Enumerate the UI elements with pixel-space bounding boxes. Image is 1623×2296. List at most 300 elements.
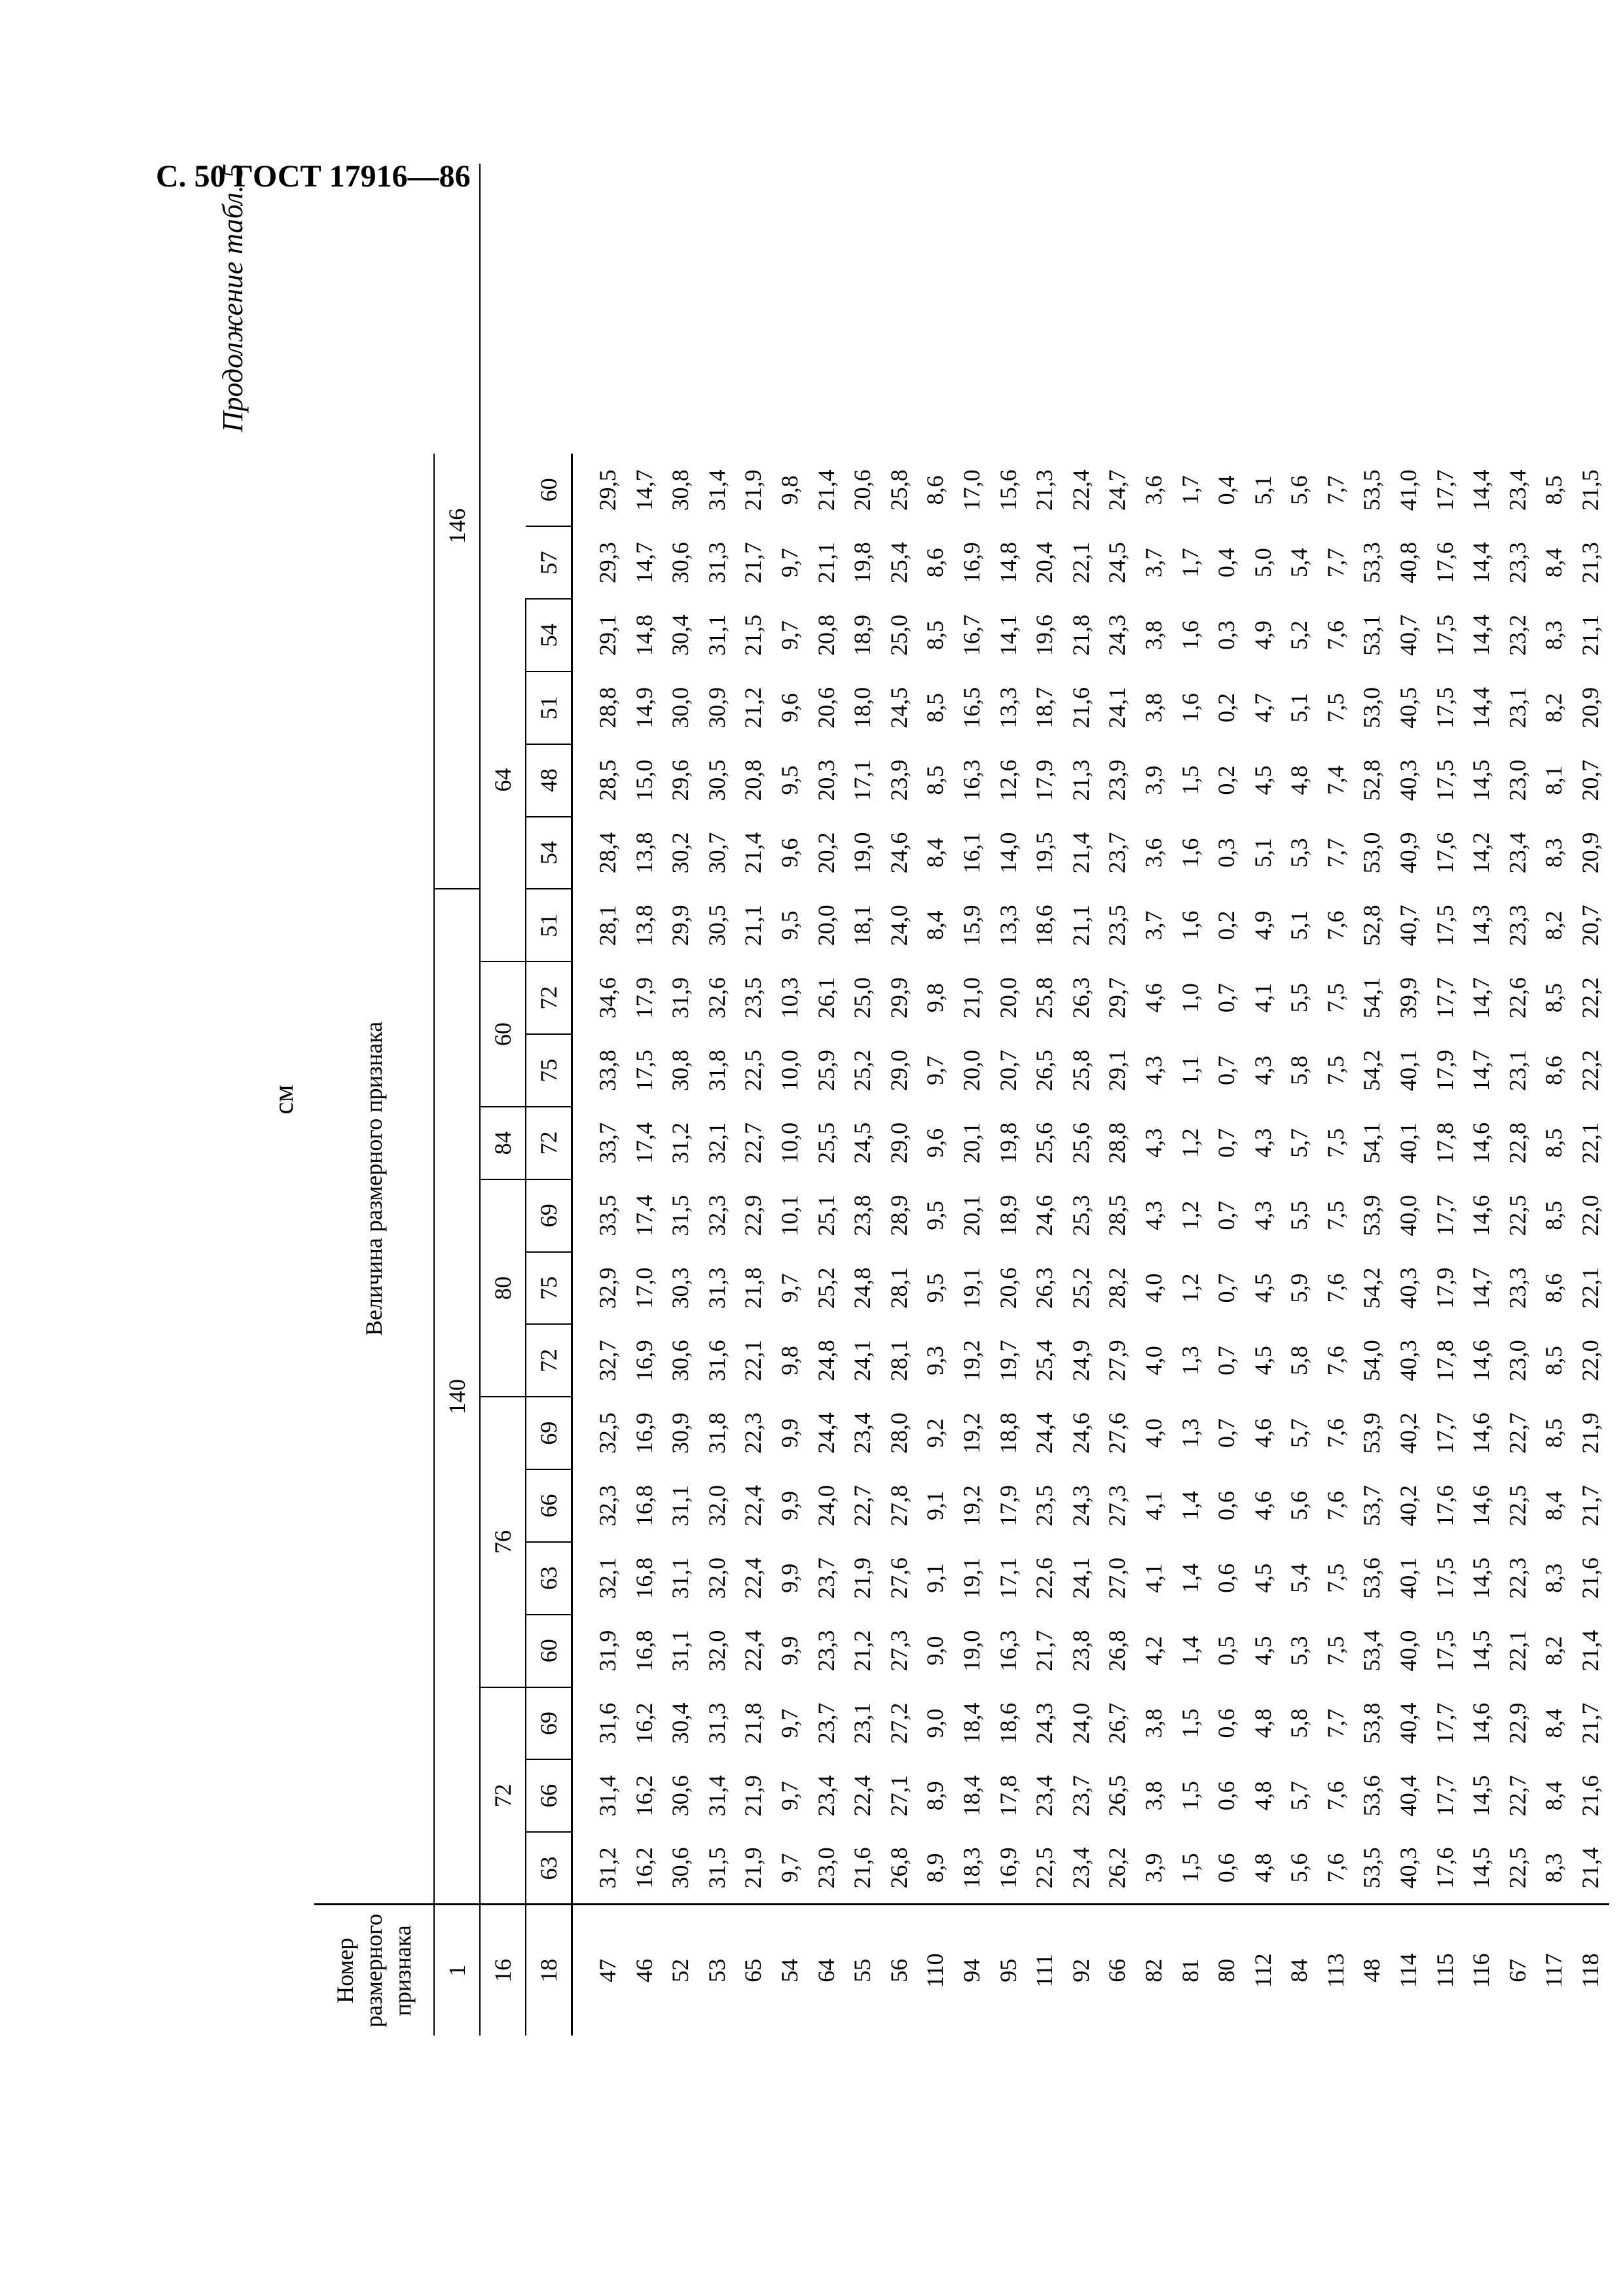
table-cell: 29,0: [885, 1122, 912, 1164]
table-cell: 22,6: [1031, 1557, 1058, 1599]
table-cell: 5,6: [1286, 1490, 1313, 1520]
table-cell: 4,3: [1140, 1055, 1167, 1085]
table-cell: 21,2: [740, 687, 767, 728]
table-row: [1318, 164, 1355, 2036]
table-cell: 5,8: [1286, 1708, 1313, 1738]
table-cell: 24,5: [885, 687, 912, 728]
table-cell: 16,7: [958, 615, 985, 656]
table-row: [1354, 164, 1391, 2036]
table-cell: 3,8: [1140, 620, 1167, 651]
table-cell: 22,5: [1504, 1484, 1531, 1526]
table-cell: 1,5: [1176, 1853, 1203, 1883]
table-cell: 52,8: [1359, 759, 1385, 801]
table-cell: 7,7: [1322, 475, 1349, 505]
table-cell: 40,3: [1395, 1847, 1422, 1889]
table-cell: 21,4: [740, 832, 767, 874]
row-feature-number: 112: [1245, 1905, 1282, 2036]
table-cell: 27,9: [1104, 1340, 1131, 1382]
table-cell: 18,6: [1031, 905, 1058, 946]
table-cell: 32,0: [703, 1484, 730, 1526]
table-cell: 24,1: [849, 1340, 876, 1382]
table-cell: 9,9: [776, 1563, 803, 1593]
table-cell: 16,9: [958, 542, 985, 584]
table-cell: 15,9: [958, 905, 985, 946]
table-cell: 24,5: [849, 1122, 876, 1164]
table-cell: 29,9: [667, 905, 694, 946]
table-cell: 14,8: [630, 615, 657, 656]
table-cell: 17,7: [1431, 1702, 1458, 1744]
table-cell: 21,6: [1577, 1775, 1604, 1817]
table-cell: 8,5: [922, 620, 949, 651]
table-cell: 21,4: [1067, 832, 1094, 874]
table-cell: 17,1: [994, 1557, 1021, 1599]
table-cell: 32,6: [703, 977, 730, 1019]
table-cell: 17,7: [1431, 469, 1458, 511]
table-cell: 16,2: [630, 1775, 657, 1817]
table-cell: 7,6: [1322, 1781, 1349, 1811]
table-cell: 29,7: [1104, 977, 1131, 1019]
table-cell: 29,9: [885, 977, 912, 1019]
stub-code-16: 16: [480, 1905, 526, 2036]
table-cell: 31,3: [703, 542, 730, 584]
table-cell: 31,3: [703, 1702, 730, 1744]
column-header: 69: [526, 1687, 572, 1760]
table-cell: 1,4: [1176, 1636, 1203, 1666]
column-header: 63: [526, 1542, 572, 1615]
table-cell: 28,5: [1104, 1194, 1131, 1236]
table-cell: 3,9: [1140, 765, 1167, 795]
table-cell: 9,8: [776, 1346, 803, 1376]
table-cell: 4,7: [1249, 692, 1276, 723]
table-cell: 21,9: [849, 1557, 876, 1599]
table-cell: 24,0: [812, 1484, 839, 1526]
table-cell: 28,1: [885, 1267, 912, 1309]
table-cell: 9,5: [922, 1273, 949, 1303]
table-cell: 8,9: [922, 1853, 949, 1883]
table-cell: 7,6: [1322, 1273, 1349, 1303]
table-cell: 4,9: [1249, 620, 1276, 651]
table-cell: 8,6: [1541, 1273, 1567, 1303]
table-cell: 8,4: [922, 910, 949, 941]
table-cell: 16,3: [958, 759, 985, 801]
table-cell: 23,1: [1504, 687, 1531, 728]
table-cell: 54,1: [1359, 977, 1385, 1019]
table-cell: 23,4: [1504, 832, 1531, 874]
table-cell: 7,6: [1322, 620, 1349, 651]
table-cell: 21,7: [1577, 1484, 1604, 1526]
table-cell: 28,0: [885, 1412, 912, 1454]
table-cell: 0,3: [1213, 620, 1240, 651]
table-cell: 4,3: [1249, 1128, 1276, 1158]
table-cell: 14,7: [1468, 1049, 1495, 1091]
table-cell: 24,3: [1031, 1702, 1058, 1744]
table-cell: 1,1: [1176, 1055, 1203, 1085]
table-cell: 30,4: [667, 615, 694, 656]
table-cell: 14,3: [1468, 905, 1495, 946]
table-cell: 30,8: [667, 469, 694, 511]
table-cell: 19,8: [994, 1122, 1021, 1164]
table-cell: 22,5: [1031, 1847, 1058, 1889]
table-cell: 23,9: [885, 759, 912, 801]
table-cell: 18,9: [849, 615, 876, 656]
table-cell: 17,1: [849, 759, 876, 801]
table-cell: 20,9: [1577, 832, 1604, 874]
table-cell: 7,5: [1322, 1055, 1349, 1085]
table-cell: 26,5: [1031, 1049, 1058, 1091]
table-cell: 5,1: [1249, 475, 1276, 505]
table-cell: 20,3: [812, 759, 839, 801]
table-cell: 17,9: [630, 977, 657, 1019]
row-feature-number: 46: [627, 1905, 663, 2036]
row-feature-number: 81: [1173, 1905, 1209, 2036]
table-cell: 40,1: [1395, 1122, 1422, 1164]
table-cell: 1,5: [1176, 1781, 1203, 1811]
table-cell: 14,7: [630, 542, 657, 584]
table-cell: 22,9: [740, 1194, 767, 1236]
table-cell: 26,5: [1104, 1775, 1131, 1817]
table-cell: 5,6: [1286, 475, 1313, 505]
table-cell: 9,5: [922, 1200, 949, 1230]
table-cell: 18,8: [994, 1412, 1021, 1454]
header-level1-1: 146: [434, 164, 480, 889]
row-feature-number: 118: [1573, 1905, 1609, 2036]
table-cell: 4,0: [1140, 1346, 1167, 1376]
table-cell: 31,2: [667, 1122, 694, 1164]
table-cell: 0,5: [1213, 1636, 1240, 1666]
row-feature-number: 56: [881, 1905, 918, 2036]
row-feature-number: 65: [735, 1905, 772, 2036]
table-cell: 22,1: [740, 1340, 767, 1382]
table-row: [1573, 164, 1609, 2036]
table-cell: 1,3: [1176, 1418, 1203, 1448]
table-cell: 30,9: [703, 687, 730, 728]
table-cell: 3,8: [1140, 1781, 1167, 1811]
table-cell: 19,2: [958, 1412, 985, 1454]
table-cell: 23,7: [812, 1557, 839, 1599]
table-cell: 24,0: [1067, 1702, 1094, 1744]
table-cell: 8,4: [922, 838, 949, 868]
table-cell: 10,0: [776, 1049, 803, 1091]
table-cell: 21,4: [812, 469, 839, 511]
row-feature-number: 55: [845, 1905, 881, 2036]
table-cell: 24,1: [1067, 1557, 1094, 1599]
table-cell: 24,9: [1067, 1340, 1094, 1382]
table-cell: 0,6: [1213, 1781, 1240, 1811]
table-cell: 25,8: [1031, 977, 1058, 1019]
table-cell: 28,2: [1104, 1267, 1131, 1309]
table-cell: 10,3: [776, 977, 803, 1019]
table-row: [572, 164, 627, 2036]
table-cell: 29,1: [1104, 1049, 1131, 1091]
table-cell: 8,4: [1541, 1708, 1567, 1738]
table-cell: 17,0: [958, 469, 985, 511]
table-cell: 19,7: [994, 1340, 1021, 1382]
table-cell: 23,3: [1504, 905, 1531, 946]
table-cell: 31,2: [594, 1847, 621, 1889]
table-cell: 17,0: [630, 1267, 657, 1309]
table-row: [1391, 164, 1427, 2036]
rotated-table-block: [216, 164, 1604, 2036]
column-header: 54: [526, 599, 572, 672]
table-cell: 21,4: [1577, 1847, 1604, 1889]
table-cell: 1,2: [1176, 1128, 1203, 1158]
table-cell: 53,5: [1359, 469, 1385, 511]
table-cell: 26,3: [1031, 1267, 1058, 1309]
table-cell: 28,8: [594, 687, 621, 728]
table-cell: 5,2: [1286, 620, 1313, 651]
table-cell: 40,3: [1395, 759, 1422, 801]
table-cell: 31,8: [703, 1412, 730, 1454]
table-cell: 9,0: [922, 1636, 949, 1666]
table-cell: 13,3: [994, 905, 1021, 946]
table-cell: 53,9: [1359, 1412, 1385, 1454]
table-cell: 17,5: [630, 1049, 657, 1091]
table-row: [663, 164, 699, 2036]
table-cell: 8,3: [1541, 1563, 1567, 1593]
table-cell: 4,5: [1249, 1636, 1276, 1666]
row-feature-number: 66: [1099, 1905, 1136, 2036]
table-cell: 40,0: [1395, 1194, 1422, 1236]
table-cell: 17,5: [1431, 1557, 1458, 1599]
table-cell: 20,0: [812, 905, 839, 946]
table-cell: 17,7: [1431, 1412, 1458, 1454]
table-cell: 4,6: [1140, 983, 1167, 1013]
table-cell: 8,5: [922, 765, 949, 795]
table-cell: 53,0: [1359, 687, 1385, 728]
table-cell: 23,9: [1104, 759, 1131, 801]
table-cell: 7,5: [1322, 1636, 1349, 1666]
table-cell: 18,4: [958, 1702, 985, 1744]
table-cell: 23,0: [812, 1847, 839, 1889]
page-header: С. 50 ГОСТ 17916—86: [156, 159, 471, 194]
table-cell: 40,2: [1395, 1484, 1422, 1526]
table-cell: 1,5: [1176, 1708, 1203, 1738]
table-cell: 32,3: [594, 1484, 621, 1526]
table-cell: 22,2: [1577, 977, 1604, 1019]
table-cell: 31,9: [667, 977, 694, 1019]
table-cell: 1,2: [1176, 1200, 1203, 1230]
stub-code-1: 1: [434, 1905, 480, 2036]
table-cell: 14,4: [1468, 687, 1495, 728]
table-cell: 53,6: [1359, 1775, 1385, 1817]
stub-code-18: 18: [526, 1905, 572, 2036]
table-cell: 22,3: [740, 1412, 767, 1454]
table-cell: 14,6: [1468, 1412, 1495, 1454]
row-feature-number: 53: [699, 1905, 736, 2036]
table-cell: 27,6: [885, 1557, 912, 1599]
measurement-table: [314, 164, 1609, 2036]
table-cell: 9,2: [922, 1418, 949, 1448]
table-cell: 4,1: [1249, 983, 1276, 1013]
table-cell: 9,0: [922, 1708, 949, 1738]
table-cell: 53,8: [1359, 1702, 1385, 1744]
table-cell: 7,5: [1322, 983, 1349, 1013]
table-cell: 24,8: [812, 1340, 839, 1382]
table-cell: 0,6: [1213, 1853, 1240, 1883]
table-cell: 21,3: [1067, 759, 1094, 801]
table-cell: 8,5: [1541, 1200, 1567, 1230]
table-cell: 33,8: [594, 1049, 621, 1091]
table-cell: 17,4: [630, 1194, 657, 1236]
table-cell: 22,1: [1577, 1267, 1604, 1309]
table-cell: 14,4: [1468, 615, 1495, 656]
table-cell: 31,5: [667, 1194, 694, 1236]
table-cell: 21,6: [849, 1847, 876, 1889]
table-cell: 8,3: [1541, 838, 1567, 868]
table-cell: 17,5: [1431, 1630, 1458, 1672]
table-cell: 0,7: [1213, 1055, 1240, 1085]
table-cell: 9,8: [922, 983, 949, 1013]
table-cell: 20,6: [812, 687, 839, 728]
table-cell: 8,6: [922, 475, 949, 505]
table-cell: 9,7: [776, 1781, 803, 1811]
table-row: [1209, 164, 1245, 2036]
table-cell: 14,0: [994, 832, 1021, 874]
table-cell: 7,6: [1322, 1853, 1349, 1883]
table-cell: 27,6: [1104, 1412, 1131, 1454]
table-cell: 4,5: [1249, 1346, 1276, 1376]
row-feature-number: 117: [1536, 1905, 1573, 2036]
table-row: [845, 164, 881, 2036]
table-cell: 22,4: [740, 1557, 767, 1599]
table-row: [1463, 164, 1500, 2036]
table-cell: 20,6: [849, 469, 876, 511]
table-cell: 18,7: [1031, 687, 1058, 728]
table-cell: 21,8: [740, 1702, 767, 1744]
table-cell: 25,5: [812, 1122, 839, 1164]
table-cell: 8,6: [922, 548, 949, 578]
table-cell: 4,8: [1286, 765, 1313, 795]
table-cell: 19,8: [849, 542, 876, 584]
table-row: [881, 164, 918, 2036]
table-cell: 21,7: [740, 542, 767, 584]
table-cell: 0,6: [1213, 1708, 1240, 1738]
table-cell: 23,4: [1504, 469, 1531, 511]
table-cell: 14,7: [630, 469, 657, 511]
table-cell: 25,8: [1067, 1049, 1094, 1091]
table-cell: 30,9: [667, 1412, 694, 1454]
column-header: 57: [526, 526, 572, 599]
table-cell: 31,9: [594, 1630, 621, 1672]
table-cell: 22,1: [1067, 542, 1094, 584]
table-cell: 5,3: [1286, 1636, 1313, 1666]
table-cell: 27,1: [885, 1775, 912, 1817]
table-cell: 19,2: [958, 1484, 985, 1526]
table-cell: 54,2: [1359, 1049, 1385, 1091]
table-cell: 5,8: [1286, 1055, 1313, 1085]
table-cell: 8,2: [1541, 910, 1567, 941]
table-cell: 29,6: [667, 759, 694, 801]
table-cell: 0,7: [1213, 1128, 1240, 1158]
table-cell: 20,8: [740, 759, 767, 801]
table-cell: 23,8: [849, 1194, 876, 1236]
table-cell: 9,6: [776, 838, 803, 868]
table-cell: 26,7: [1104, 1702, 1131, 1744]
table-cell: 17,7: [1431, 1194, 1458, 1236]
table-cell: 22,3: [1504, 1557, 1531, 1599]
table-cell: 23,4: [812, 1775, 839, 1817]
table-cell: 21,0: [958, 977, 985, 1019]
table-cell: 14,9: [630, 687, 657, 728]
table-cell: 21,8: [1067, 615, 1094, 656]
table-cell: 28,8: [1104, 1122, 1131, 1164]
table-cell: 17,7: [1431, 977, 1458, 1019]
table-cell: 7,5: [1322, 1128, 1349, 1158]
table-cell: 9,6: [776, 692, 803, 723]
table-cell: 23,7: [1104, 832, 1131, 874]
table-cell: 23,5: [740, 977, 767, 1019]
table-cell: 9,7: [776, 1273, 803, 1303]
table-cell: 17,6: [1431, 832, 1458, 874]
table-cell: 25,8: [885, 469, 912, 511]
table-cell: 54,1: [1359, 1122, 1385, 1164]
table-cell: 31,1: [703, 615, 730, 656]
row-feature-number: 113: [1318, 1905, 1355, 2036]
table-cell: 16,8: [630, 1630, 657, 1672]
table-cell: 14,7: [1468, 977, 1495, 1019]
table-cell: 16,2: [630, 1702, 657, 1744]
table-cell: 0,7: [1213, 1346, 1240, 1376]
table-cell: 4,3: [1249, 1055, 1276, 1085]
table-cell: 31,6: [594, 1702, 621, 1744]
table-cell: 14,7: [1468, 1267, 1495, 1309]
table-cell: 5,6: [1286, 1853, 1313, 1883]
table-cell: 0,2: [1213, 692, 1240, 723]
row-feature-number: 84: [1281, 1905, 1318, 2036]
table-cell: 5,5: [1286, 1200, 1313, 1230]
table-cell: 8,1: [1541, 765, 1567, 795]
table-cell: 31,4: [703, 1775, 730, 1817]
table-cell: 21,1: [812, 542, 839, 584]
table-cell: 19,0: [849, 832, 876, 874]
table-cell: 17,4: [630, 1122, 657, 1164]
column-header: 72: [526, 1324, 572, 1397]
table-cell: 20,1: [958, 1122, 985, 1164]
row-feature-number: 111: [1027, 1905, 1063, 2036]
table-cell: 3,7: [1140, 910, 1167, 941]
table-cell: 3,6: [1140, 475, 1167, 505]
table-cell: 19,2: [958, 1340, 985, 1382]
table-cell: 18,1: [849, 905, 876, 946]
group-header: Величина размерного признака: [314, 454, 434, 1905]
table-cell: 30,0: [667, 687, 694, 728]
column-header: 60: [526, 1615, 572, 1687]
table-cell: 28,1: [594, 905, 621, 946]
table-cell: 25,1: [812, 1194, 839, 1236]
table-cell: 25,9: [812, 1049, 839, 1091]
table-cell: 53,4: [1359, 1630, 1385, 1672]
table-cell: 32,1: [703, 1122, 730, 1164]
table-cell: 22,0: [1577, 1340, 1604, 1382]
table-cell: 20,9: [1577, 687, 1604, 728]
table-cell: 9,9: [776, 1636, 803, 1666]
table-cell: 23,4: [849, 1412, 876, 1454]
table-cell: 23,4: [1031, 1775, 1058, 1817]
table-cell: 5,7: [1286, 1418, 1313, 1448]
table-cell: 22,7: [1504, 1775, 1531, 1817]
column-header: 66: [526, 1469, 572, 1542]
table-cell: 26,8: [885, 1847, 912, 1889]
table-cell: 24,4: [1031, 1412, 1058, 1454]
row-feature-number: 114: [1391, 1905, 1427, 2036]
table-cell: 24,6: [1067, 1412, 1094, 1454]
table-cell: 29,1: [594, 615, 621, 656]
table-cell: 24,3: [1067, 1484, 1094, 1526]
table-cell: 23,1: [849, 1702, 876, 1744]
table-cell: 25,2: [812, 1267, 839, 1309]
table-cell: 14,5: [1468, 759, 1495, 801]
table-cell: 23,7: [812, 1702, 839, 1744]
